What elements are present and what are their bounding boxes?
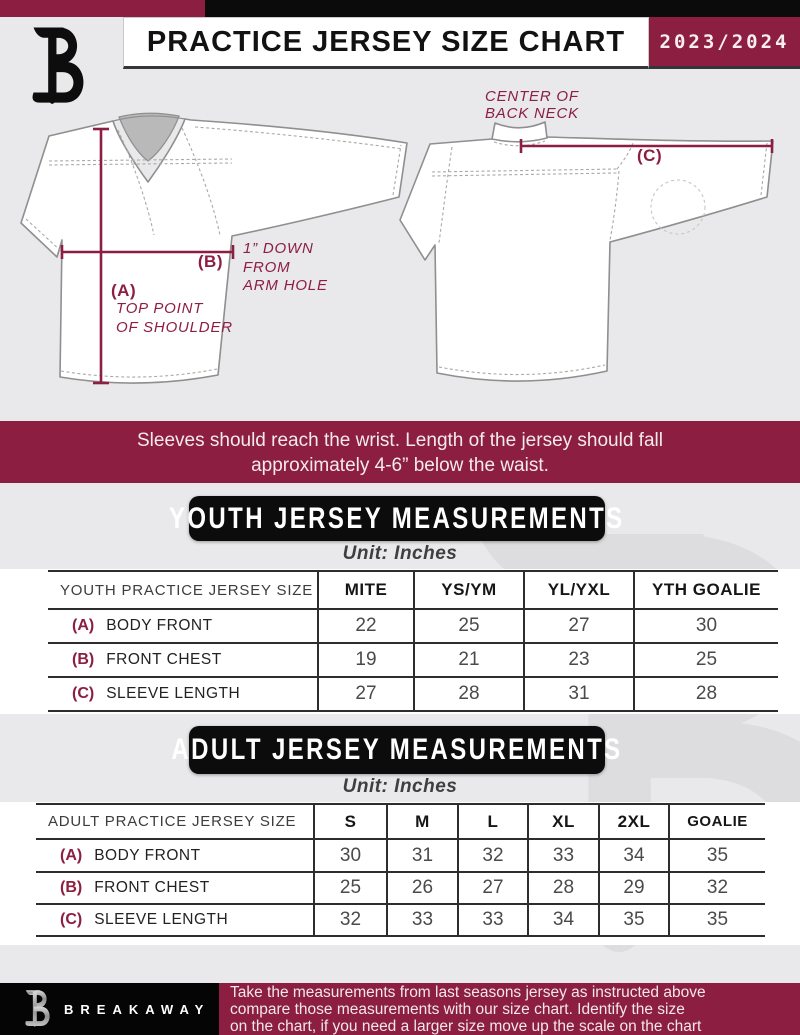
footer-instructions (219, 983, 800, 1035)
youth-row-front-chest (48, 644, 778, 678)
footer-brand-panel (0, 983, 219, 1035)
youth-col-ysym: YS/YM (413, 572, 523, 608)
table-cell: 33 (457, 905, 527, 935)
row-label: SLEEVE LENGTH (106, 685, 241, 702)
row-label: SLEEVE LENGTH (94, 911, 229, 928)
youth-col-ylyxl: YL/YXL (523, 572, 633, 608)
table-cell: 19 (317, 644, 413, 676)
youth-col-mite: MITE (317, 572, 413, 608)
adult-row-sleeve-length (36, 905, 765, 937)
table-cell: 29 (598, 873, 668, 903)
adult-col-goalie: GOALIE (668, 805, 765, 838)
table-cell: 30 (313, 840, 386, 871)
row-label: BODY FRONT (94, 846, 201, 864)
footer-line1: Take the measurements from last seasons jersey as instructed above (230, 984, 706, 1001)
adult-col-s: S (313, 805, 386, 838)
measure-caption-c: CENTER OF BACK NECK (485, 88, 579, 122)
table-cell: 26 (386, 873, 457, 903)
table-cell: 32 (313, 905, 386, 935)
table-cell: 35 (598, 905, 668, 935)
table-cell: 33 (527, 840, 598, 871)
season-label: 2023/2024 (659, 30, 790, 53)
table-cell: 28 (413, 678, 523, 710)
row-key: (C) (60, 911, 83, 928)
row-key: (B) (72, 651, 95, 668)
season-badge (649, 17, 800, 69)
table-cell: 27 (457, 873, 527, 903)
youth-row-sleeve-length (48, 678, 778, 712)
breakaway-logo-icon (27, 25, 91, 109)
top-strip-black (205, 0, 800, 17)
table-cell: 32 (457, 840, 527, 871)
adult-col-l: L (457, 805, 527, 838)
table-cell: 27 (317, 678, 413, 710)
row-label: FRONT CHEST (94, 879, 210, 896)
adult-row-body-front (36, 840, 765, 873)
table-cell: 21 (413, 644, 523, 676)
adult-col-2xl: 2XL (598, 805, 668, 838)
table-cell: 23 (523, 644, 633, 676)
youth-row-body-front (48, 610, 778, 644)
table-cell: 28 (633, 678, 778, 710)
table-cell: 35 (668, 905, 765, 935)
youth-row-header: YOUTH PRACTICE JERSEY SIZE (60, 581, 314, 599)
row-key: (A) (60, 846, 83, 864)
adult-size-table (36, 803, 765, 937)
table-cell: 22 (317, 610, 413, 642)
adult-section-title-bar (171, 726, 623, 774)
table-cell: 30 (633, 610, 778, 642)
page-title: PRACTICE JERSEY SIZE CHART (146, 25, 626, 58)
measure-caption-b: 1” DOWN FROM ARM HOLE (243, 240, 328, 294)
youth-size-table (48, 570, 778, 712)
row-key: (A) (72, 617, 95, 634)
adult-unit-label: Unit: Inches (342, 776, 458, 797)
youth-section-title-bar (169, 496, 625, 541)
youth-header-row (48, 572, 778, 610)
table-cell: 35 (668, 840, 765, 871)
row-label: BODY FRONT (106, 617, 213, 634)
page-title-box (123, 17, 649, 69)
adult-col-xl: XL (527, 805, 598, 838)
adult-col-m: M (386, 805, 457, 838)
row-key: (C) (72, 685, 95, 702)
table-cell: 31 (386, 840, 457, 871)
fit-note-line2: approximately 4-6” below the waist. (251, 455, 549, 476)
brand-wordmark: BREAKAWAY (64, 1001, 211, 1017)
adult-row-front-chest (36, 873, 765, 905)
table-cell: 25 (633, 644, 778, 676)
adult-section-title: ADULT JERSEY MEASUREMENTS (171, 733, 623, 766)
top-strip-maroon (0, 0, 205, 17)
table-cell: 33 (386, 905, 457, 935)
table-cell: 34 (598, 840, 668, 871)
youth-section-title: YOUTH JERSEY MEASUREMENTS (169, 501, 625, 535)
measure-label-c: (C) (637, 146, 663, 165)
table-cell: 25 (413, 610, 523, 642)
fit-note-line1: Sleeves should reach the wrist. Length of the jersey should fall (137, 430, 663, 451)
footer-line2: compare those measurements with our size chart. Identify the size (230, 1001, 685, 1018)
footer-line3: on the chart, if you need a larger size move up the scale on the chart (230, 1018, 702, 1035)
breakaway-logo-icon-footer (22, 989, 54, 1029)
youth-col-goalie: YTH GOALIE (633, 572, 778, 608)
measure-caption-a: TOP POINT OF SHOULDER (116, 300, 233, 336)
table-cell: 27 (523, 610, 633, 642)
measure-label-a: (A) (111, 281, 137, 300)
measure-label-b: (B) (197, 252, 223, 271)
table-cell: 34 (527, 905, 598, 935)
table-cell: 25 (313, 873, 386, 903)
back-jersey-diagram (395, 95, 795, 395)
adult-header-row (36, 805, 765, 840)
adult-row-header: ADULT PRACTICE JERSEY SIZE (48, 813, 297, 830)
row-key: (B) (60, 879, 83, 896)
row-label: FRONT CHEST (106, 651, 222, 668)
youth-unit-label: Unit: Inches (342, 543, 458, 564)
table-cell: 32 (668, 873, 765, 903)
table-cell: 31 (523, 678, 633, 710)
fit-note-banner (0, 421, 800, 483)
table-cell: 28 (527, 873, 598, 903)
